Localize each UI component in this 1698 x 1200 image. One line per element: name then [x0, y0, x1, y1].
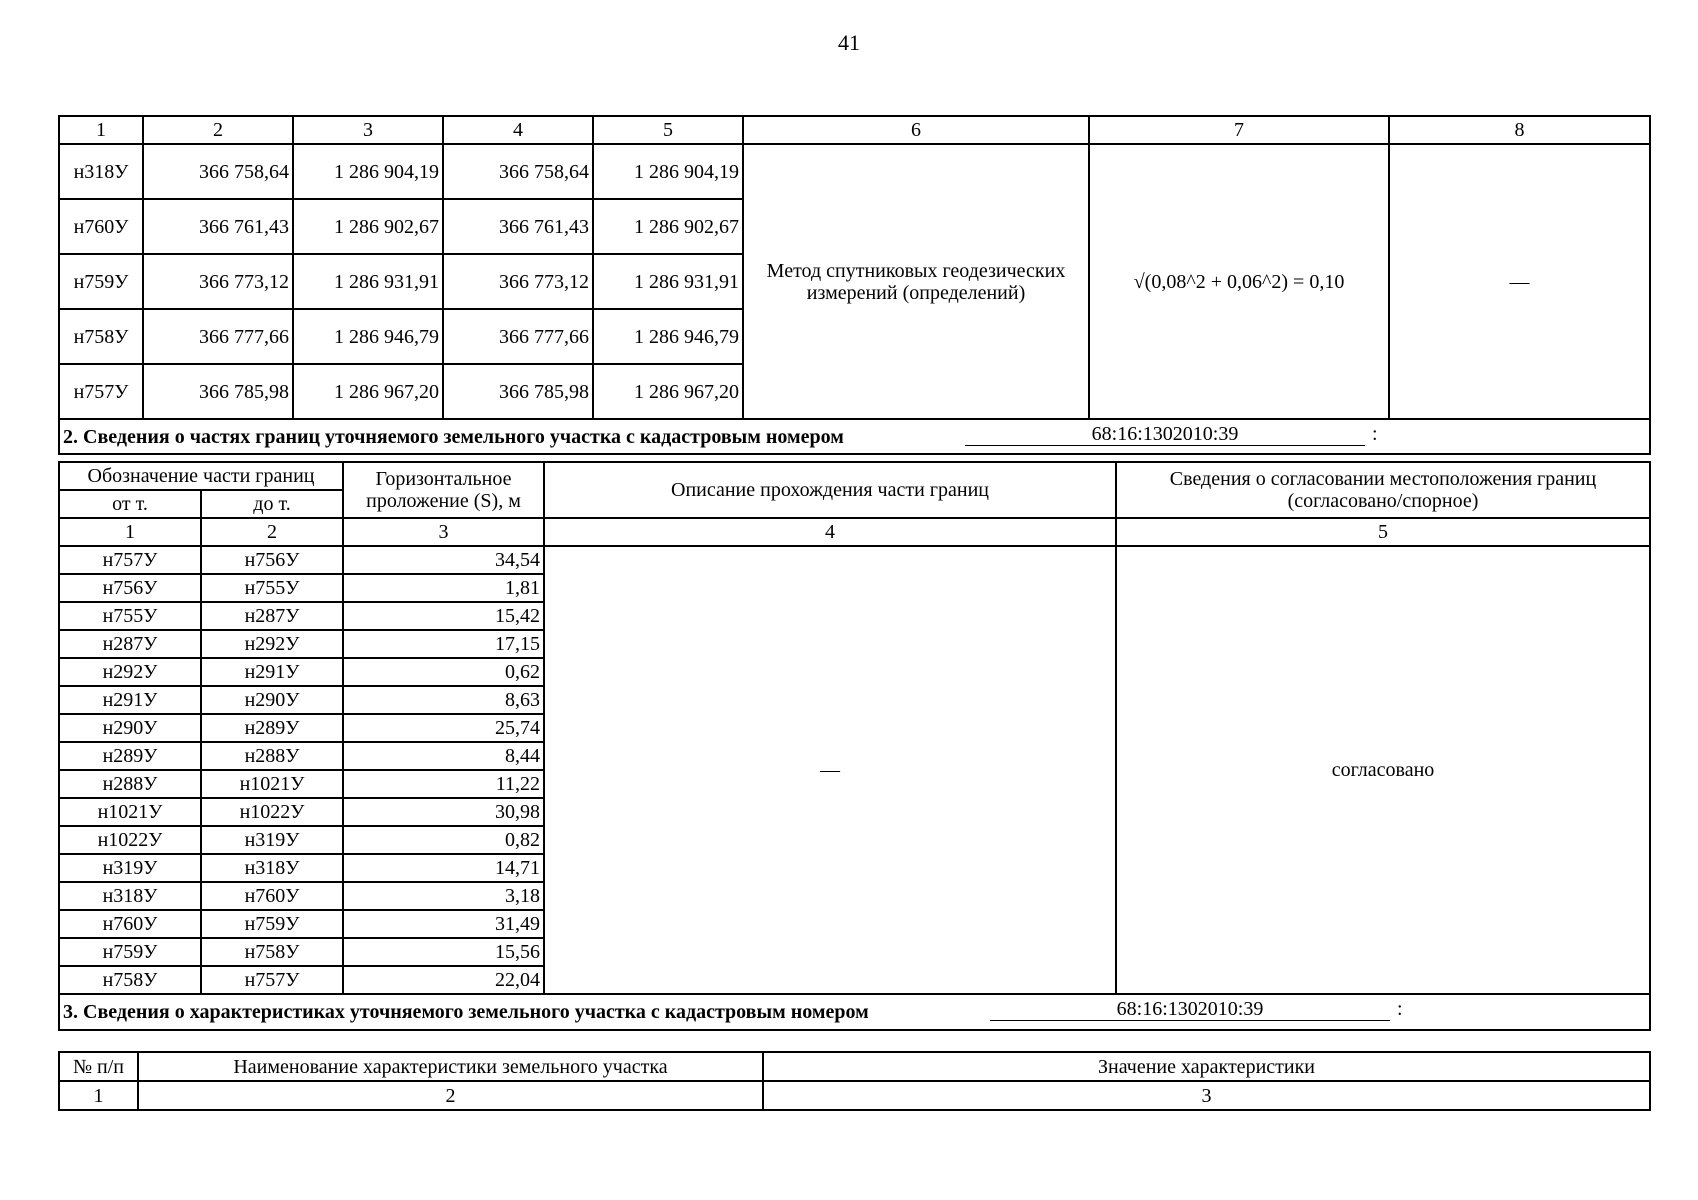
coord-x-existing: 366 777,66	[143, 309, 293, 364]
point-name: н758У	[59, 309, 143, 364]
from-point: н289У	[59, 742, 201, 770]
to-point: н755У	[201, 574, 343, 602]
col-number: 3	[343, 518, 544, 546]
from-point: н1021У	[59, 798, 201, 826]
method-cell: Метод спутниковых геодезических измерений (определений)	[743, 144, 1089, 419]
accuracy-cell: √(0,08^2 + 0,06^2) = 0,10	[1089, 144, 1389, 419]
to-point: н319У	[201, 826, 343, 854]
col8-cell: —	[1389, 144, 1650, 419]
from-point: н760У	[59, 910, 201, 938]
length-value: 3,18	[343, 882, 544, 910]
section3-title-row	[59, 994, 1650, 1030]
coordinates-header-row	[59, 116, 1650, 144]
col-number: 3	[763, 1081, 1650, 1110]
section3-title-cell	[59, 994, 1650, 1030]
to-point: н292У	[201, 630, 343, 658]
coord-y-existing: 1 286 902,67	[293, 199, 443, 254]
col-number: 1	[59, 116, 143, 144]
section2-colon: :	[1372, 423, 1378, 445]
coord-y-existing: 1 286 904,19	[293, 144, 443, 199]
coord-y-existing: 1 286 946,79	[293, 309, 443, 364]
to-point: н289У	[201, 714, 343, 742]
point-name: н757У	[59, 364, 143, 419]
header-to: до т.	[201, 490, 343, 518]
to-point: н291У	[201, 658, 343, 686]
coord-y-new: 1 286 904,19	[593, 144, 743, 199]
col-number: 4	[443, 116, 593, 144]
header-from: от т.	[59, 490, 201, 518]
characteristics-colnum-row	[59, 1081, 1650, 1110]
col-number: 2	[138, 1081, 763, 1110]
from-point: н318У	[59, 882, 201, 910]
agreement-cell: согласовано	[1116, 546, 1650, 994]
length-value: 25,74	[343, 714, 544, 742]
header-characteristic-value: Значение характеристики	[763, 1052, 1650, 1081]
col-number: 3	[293, 116, 443, 144]
coord-x-new: 366 758,64	[443, 144, 593, 199]
from-point: н288У	[59, 770, 201, 798]
length-value: 1,81	[343, 574, 544, 602]
header-description: Описание прохождения части границ	[544, 462, 1116, 518]
col-number: 5	[593, 116, 743, 144]
from-point: н756У	[59, 574, 201, 602]
col-number: 5	[1116, 518, 1650, 546]
section2-cadastral-number: 68:16:1302010:39	[965, 423, 1365, 446]
coord-x-existing: 366 773,12	[143, 254, 293, 309]
col-number: 1	[59, 1081, 138, 1110]
section2-title: 2. Сведения о частях границ уточняемого земельного участка с кадастровым номером	[63, 425, 844, 448]
col-number: 2	[143, 116, 293, 144]
from-point: н757У	[59, 546, 201, 574]
coord-x-existing: 366 761,43	[143, 199, 293, 254]
to-point: н760У	[201, 882, 343, 910]
section2-title-row	[59, 419, 1650, 454]
length-value: 30,98	[343, 798, 544, 826]
coordinates-table	[58, 115, 1651, 455]
col-number: 8	[1389, 116, 1650, 144]
from-point: н292У	[59, 658, 201, 686]
section3-colon: :	[1397, 998, 1403, 1020]
table-row	[59, 546, 1650, 574]
coord-x-new: 366 773,12	[443, 254, 593, 309]
from-point: н758У	[59, 966, 201, 994]
header-number: № п/п	[59, 1052, 138, 1081]
header-part-designation: Обозначение части границ	[59, 462, 343, 490]
point-name: н759У	[59, 254, 143, 309]
point-name: н318У	[59, 144, 143, 199]
header-horizontal-length: Горизонтальное проложение (S), м	[343, 462, 544, 518]
coord-y-existing: 1 286 967,20	[293, 364, 443, 419]
coord-x-new: 366 785,98	[443, 364, 593, 419]
coord-x-new: 366 761,43	[443, 199, 593, 254]
to-point: н288У	[201, 742, 343, 770]
length-value: 0,62	[343, 658, 544, 686]
coord-x-existing: 366 758,64	[143, 144, 293, 199]
to-point: н757У	[201, 966, 343, 994]
length-value: 8,63	[343, 686, 544, 714]
table-row	[59, 144, 1650, 199]
coord-y-new: 1 286 902,67	[593, 199, 743, 254]
coord-y-new: 1 286 931,91	[593, 254, 743, 309]
point-name: н760У	[59, 199, 143, 254]
coord-x-new: 366 777,66	[443, 309, 593, 364]
col-number: 4	[544, 518, 1116, 546]
coord-y-new: 1 286 967,20	[593, 364, 743, 419]
from-point: н1022У	[59, 826, 201, 854]
page-number: 41	[838, 30, 860, 55]
from-point: н290У	[59, 714, 201, 742]
to-point: н756У	[201, 546, 343, 574]
col-number: 2	[201, 518, 343, 546]
to-point: н1022У	[201, 798, 343, 826]
from-point: н759У	[59, 938, 201, 966]
length-value: 11,22	[343, 770, 544, 798]
section2-title-cell	[59, 419, 1650, 454]
coord-y-existing: 1 286 931,91	[293, 254, 443, 309]
length-value: 0,82	[343, 826, 544, 854]
boundary-colnum-row	[59, 518, 1650, 546]
length-value: 31,49	[343, 910, 544, 938]
to-point: н758У	[201, 938, 343, 966]
from-point: н287У	[59, 630, 201, 658]
section3-cadastral-number: 68:16:1302010:39	[990, 998, 1390, 1021]
to-point: н318У	[201, 854, 343, 882]
to-point: н759У	[201, 910, 343, 938]
length-value: 8,44	[343, 742, 544, 770]
from-point: н291У	[59, 686, 201, 714]
to-point: н1021У	[201, 770, 343, 798]
col-number: 7	[1089, 116, 1389, 144]
boundary-parts-table	[58, 461, 1651, 1031]
to-point: н290У	[201, 686, 343, 714]
header-agreement: Сведения о согласовании местоположения границ (согласовано/спорное)	[1116, 462, 1650, 518]
length-value: 17,15	[343, 630, 544, 658]
description-cell: —	[544, 546, 1116, 994]
length-value: 15,56	[343, 938, 544, 966]
section3-title: 3. Сведения о характеристиках уточняемого земельного участка с кадастровым номером	[63, 1001, 869, 1023]
from-point: н755У	[59, 602, 201, 630]
characteristics-table	[58, 1051, 1651, 1111]
coord-y-new: 1 286 946,79	[593, 309, 743, 364]
length-value: 34,54	[343, 546, 544, 574]
header-characteristic-name: Наименование характеристики земельного участка	[138, 1052, 763, 1081]
length-value: 15,42	[343, 602, 544, 630]
from-point: н319У	[59, 854, 201, 882]
length-value: 22,04	[343, 966, 544, 994]
to-point: н287У	[201, 602, 343, 630]
length-value: 14,71	[343, 854, 544, 882]
coord-x-existing: 366 785,98	[143, 364, 293, 419]
boundary-header-row	[59, 462, 1650, 490]
characteristics-header-row	[59, 1052, 1650, 1081]
col-number: 6	[743, 116, 1089, 144]
col-number: 1	[59, 518, 201, 546]
